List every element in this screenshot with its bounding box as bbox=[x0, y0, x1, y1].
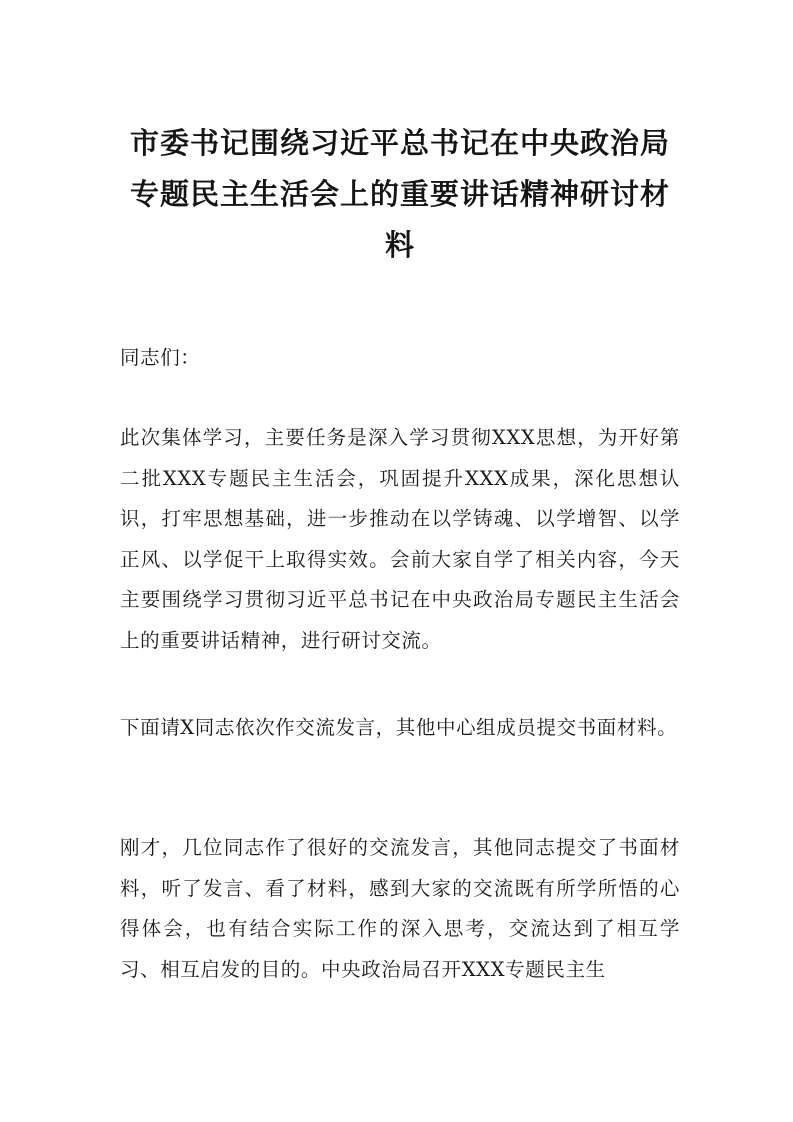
greeting: 同志们： bbox=[120, 346, 201, 369]
paragraph-1: 此次集体学习，主要任务是深入学习贯彻XXX思想，为开好第二批XXX专题民主生活会，巩固提升XXX成果，深化思想认识，打牢思想基础，进一步推动在以学铸魂、以学增智、以学正风、以学促干上取得实效。会前大家自学了相关内容，今天主要围绕学习贯彻习近平总书记在中央政治局专题民主生活会上的重要讲话精神，进行研讨交流。 bbox=[120, 426, 680, 652]
document-title bbox=[100, 118, 700, 271]
title-line-3: 料 bbox=[384, 228, 415, 262]
title-line-2: 专题民主生活会上的重要讲话精神研讨材 bbox=[129, 177, 670, 211]
paragraph-3: 刚才，几位同志作了很好的交流发言，其他同志提交了书面材料，听了发言、看了材料，感到大家的交流既有所学所悟的心得体会，也有结合实际工作的深入思考，交流达到了相互学习、相互启发的目的。中央政治局召开XXX专题民主生 bbox=[120, 836, 680, 981]
paragraph-2: 下面请X同志依次作交流发言，其他中心组成员提交书面材料。 bbox=[120, 716, 678, 739]
title-line-1: 市委书记围绕习近平总书记在中央政治局 bbox=[129, 126, 670, 160]
